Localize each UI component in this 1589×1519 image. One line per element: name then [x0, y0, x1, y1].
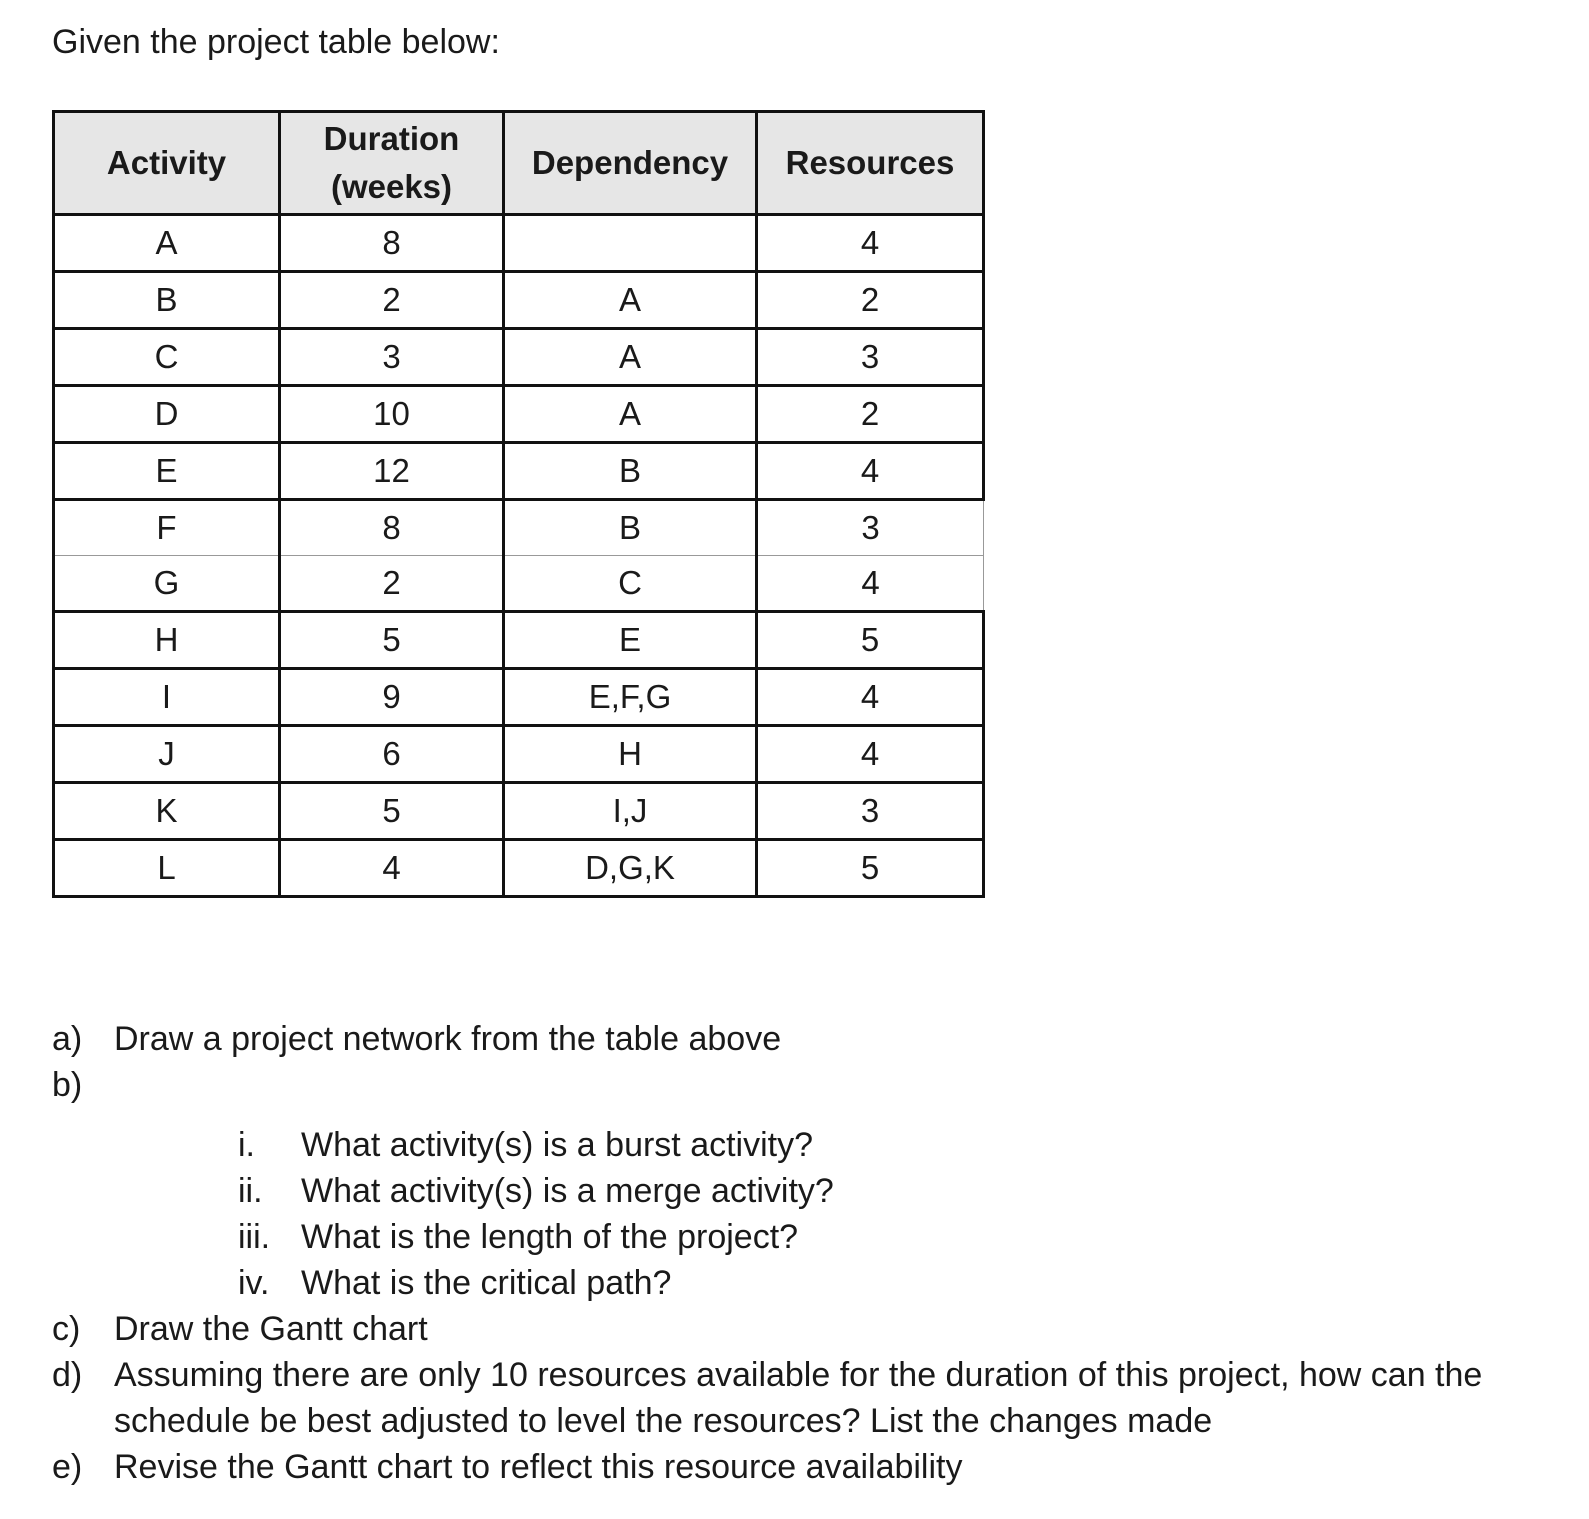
- cell-resources: 4: [757, 556, 984, 612]
- table-row: [54, 669, 984, 726]
- cell-dependency: E,F,G: [504, 669, 757, 726]
- question-text: [114, 1062, 1552, 1108]
- cell-resources: 4: [757, 669, 984, 726]
- question-a: [52, 1016, 1552, 1062]
- table-row: [54, 726, 984, 783]
- question-marker: a): [52, 1020, 83, 1058]
- question-marker: d): [52, 1356, 83, 1394]
- cell-duration: 8: [280, 500, 504, 556]
- cell-resources: 5: [757, 612, 984, 669]
- cell-dependency: I,J: [504, 783, 757, 840]
- cell-activity: G: [54, 556, 280, 612]
- cell-duration: 4: [280, 840, 504, 897]
- header-duration-line2: (weeks): [330, 168, 453, 205]
- cell-duration: 10: [280, 386, 504, 443]
- question-text: Revise the Gantt chart to reflect this resource availability: [114, 1448, 963, 1486]
- subquestion-i: [238, 1122, 1552, 1168]
- cell-dependency: H: [504, 726, 757, 783]
- cell-activity: H: [54, 612, 280, 669]
- project-table: [52, 110, 985, 898]
- cell-resources: 4: [757, 726, 984, 783]
- cell-duration: 5: [280, 783, 504, 840]
- cell-duration: 3: [280, 329, 504, 386]
- cell-activity: D: [54, 386, 280, 443]
- cell-resources: 4: [757, 443, 984, 500]
- subquestion-text: What is the length of the project?: [301, 1218, 799, 1256]
- cell-resources: 2: [757, 272, 984, 329]
- header-resources: Resources: [757, 112, 984, 215]
- cell-dependency: [504, 215, 757, 272]
- header-activity: Activity: [54, 112, 280, 215]
- table-row: [54, 556, 984, 612]
- table-row: [54, 443, 984, 500]
- subquestion-text: What activity(s) is a burst activity?: [301, 1126, 814, 1164]
- cell-activity: F: [54, 500, 280, 556]
- cell-resources: 2: [757, 386, 984, 443]
- cell-dependency: A: [504, 386, 757, 443]
- question-text: Draw the Gantt chart: [114, 1310, 428, 1348]
- cell-activity: L: [54, 840, 280, 897]
- cell-duration: 2: [280, 556, 504, 612]
- subquestion-marker: i.: [238, 1126, 255, 1164]
- cell-dependency: D,G,K: [504, 840, 757, 897]
- subquestion-text: What activity(s) is a merge activity?: [301, 1172, 834, 1210]
- question-c: [52, 1306, 1552, 1352]
- subquestion-marker: iv.: [238, 1264, 270, 1302]
- cell-dependency: B: [504, 500, 757, 556]
- cell-dependency: A: [504, 329, 757, 386]
- subquestion-marker: iii.: [238, 1218, 271, 1256]
- cell-activity: K: [54, 783, 280, 840]
- questions-list: [52, 1016, 1552, 1490]
- cell-activity: C: [54, 329, 280, 386]
- cell-resources: 3: [757, 783, 984, 840]
- cell-activity: A: [54, 215, 280, 272]
- cell-duration: 9: [280, 669, 504, 726]
- cell-duration: 6: [280, 726, 504, 783]
- table-row: [54, 386, 984, 443]
- cell-dependency: E: [504, 612, 757, 669]
- question-e: [52, 1444, 1552, 1490]
- subquestion-iv: [238, 1260, 1552, 1306]
- cell-dependency: B: [504, 443, 757, 500]
- table-header-row: [54, 112, 984, 215]
- cell-duration: 5: [280, 612, 504, 669]
- header-duration-line1: Duration: [323, 120, 460, 157]
- cell-dependency: A: [504, 272, 757, 329]
- question-b: [52, 1062, 1552, 1108]
- subquestion-marker: ii.: [238, 1172, 263, 1210]
- table-row: [54, 612, 984, 669]
- question-marker: c): [52, 1310, 81, 1348]
- question-text: Draw a project network from the table above: [114, 1020, 782, 1058]
- cell-duration: 12: [280, 443, 504, 500]
- table-row: [54, 783, 984, 840]
- table-row: [54, 272, 984, 329]
- header-dependency: Dependency: [504, 112, 757, 215]
- table-row: [54, 840, 984, 897]
- cell-resources: 5: [757, 840, 984, 897]
- question-d: [52, 1352, 1552, 1444]
- cell-dependency: C: [504, 556, 757, 612]
- cell-activity: E: [54, 443, 280, 500]
- table-row: [54, 329, 984, 386]
- subquestion-iii: [238, 1214, 1552, 1260]
- subquestion-text: What is the critical path?: [301, 1264, 672, 1302]
- cell-activity: I: [54, 669, 280, 726]
- question-marker: e): [52, 1448, 83, 1486]
- cell-resources: 3: [757, 500, 984, 556]
- cell-resources: 4: [757, 215, 984, 272]
- table-row: [54, 500, 984, 556]
- question-marker: b): [52, 1066, 83, 1104]
- table-row: [54, 215, 984, 272]
- cell-duration: 8: [280, 215, 504, 272]
- header-duration: [280, 112, 504, 215]
- subquestion-ii: [238, 1168, 1552, 1214]
- cell-duration: 2: [280, 272, 504, 329]
- intro-text: Given the project table below:: [52, 23, 500, 61]
- cell-activity: J: [54, 726, 280, 783]
- cell-activity: B: [54, 272, 280, 329]
- cell-resources: 3: [757, 329, 984, 386]
- question-text: Assuming there are only 10 resources available for the duration of this project, how can the schedule be best adjusted to level the resources? List the changes made: [114, 1356, 1483, 1440]
